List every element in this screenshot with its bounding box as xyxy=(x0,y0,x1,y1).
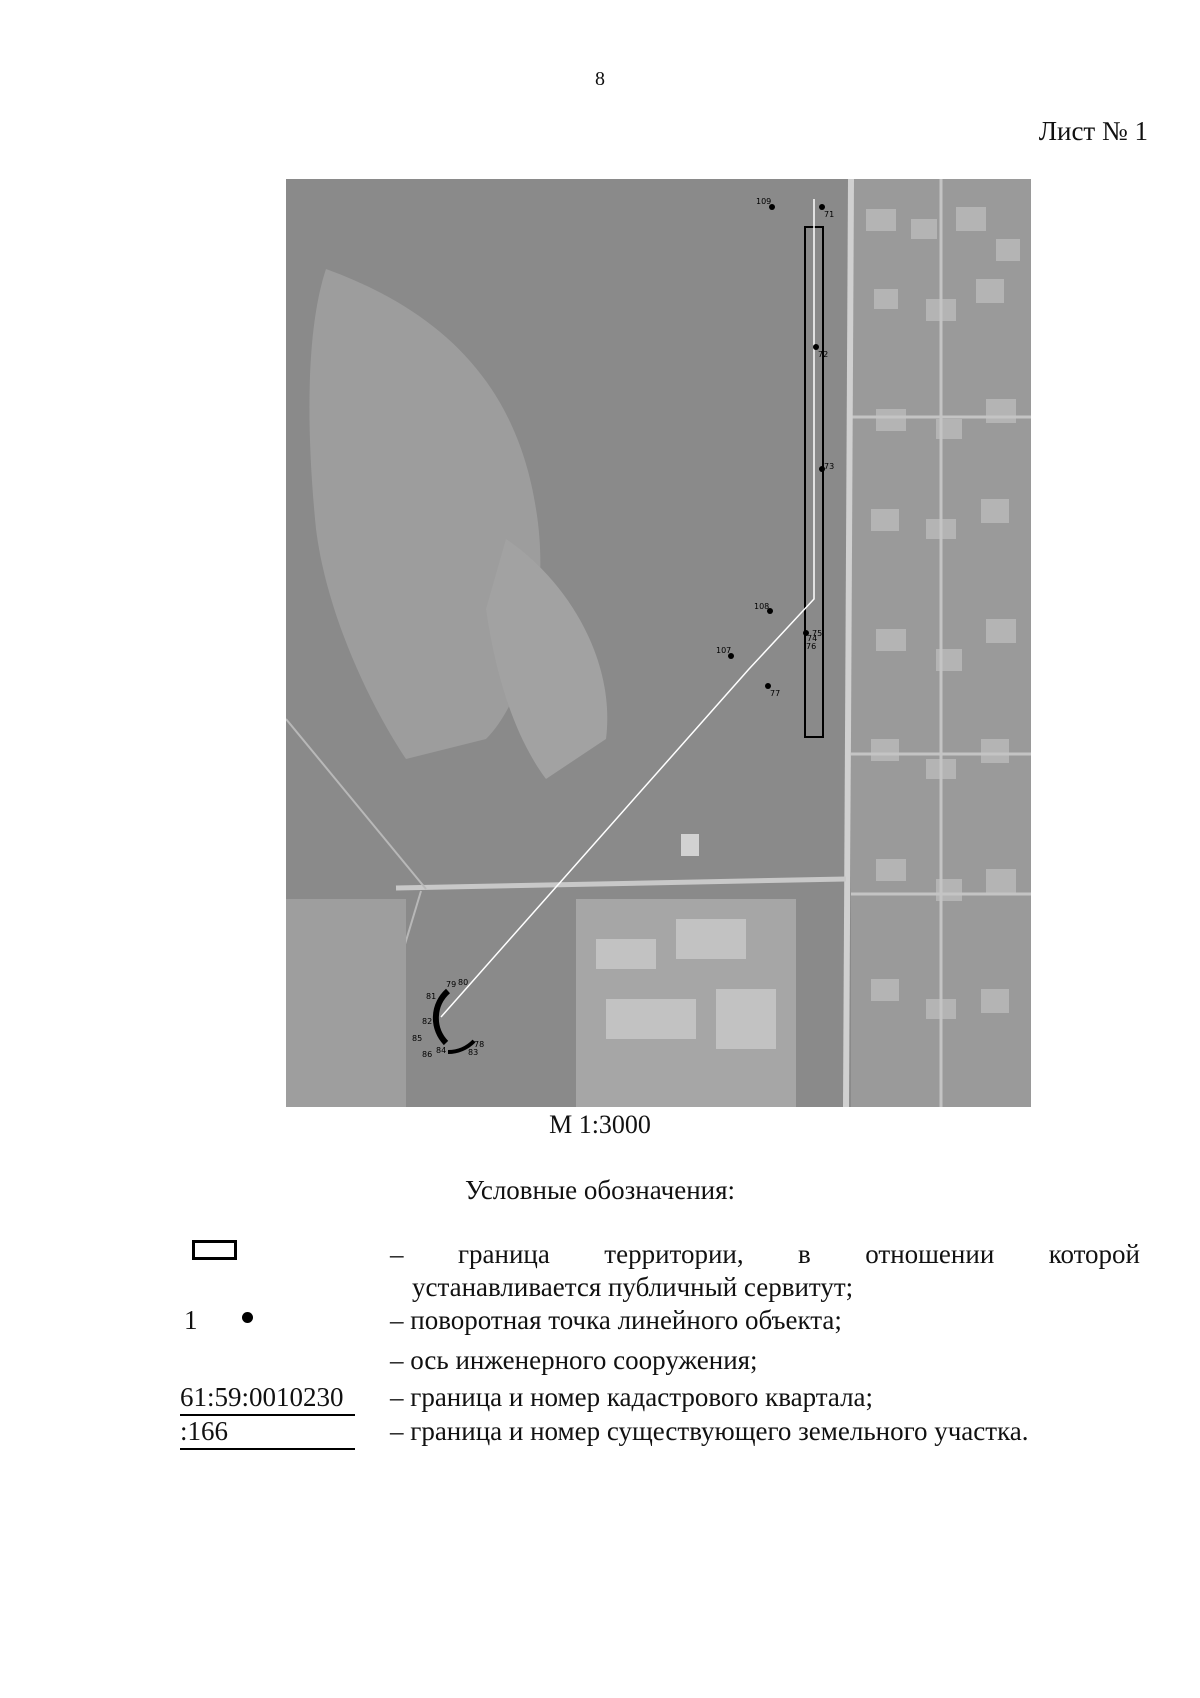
point-label: 72 xyxy=(818,350,829,359)
satellite-map xyxy=(286,179,1031,1107)
point-label: 73 xyxy=(824,462,835,471)
small-building xyxy=(681,834,699,856)
point-label: 80 xyxy=(458,978,469,987)
boundary-rectangle-icon xyxy=(192,1240,237,1260)
point-label: 82 xyxy=(422,1017,433,1026)
point-number: 1 xyxy=(184,1305,198,1335)
point-label: 84 xyxy=(436,1046,447,1055)
page-number: 8 xyxy=(595,68,605,90)
legend-title: Условные обозначения: xyxy=(464,1175,736,1205)
point-label: 76 xyxy=(806,642,817,651)
point-label: 107 xyxy=(716,646,732,655)
point-label: 81 xyxy=(426,992,437,1001)
legend-text: – граница и номер существующего земельного участка. xyxy=(390,1416,1029,1446)
legend-item-kadastral-block xyxy=(180,1381,1140,1415)
point-label: 78 xyxy=(474,1040,485,1049)
legend-text: – поворотная точка линейного объекта; xyxy=(390,1305,842,1335)
legend-item-axis xyxy=(180,1344,1140,1381)
point-label: 77 xyxy=(770,689,781,698)
kadastral-block-number: 61:59:0010230 xyxy=(180,1381,355,1416)
legend xyxy=(180,1238,1140,1449)
point-label: 86 xyxy=(422,1050,433,1059)
legend-text: – граница территории, в отношении которой xyxy=(390,1239,1140,1269)
legend-text: устанавливается публичный сервитут; xyxy=(412,1272,854,1302)
legend-item-turning-point xyxy=(180,1304,1140,1344)
point-label: 83 xyxy=(468,1048,479,1057)
point-label: 85 xyxy=(412,1034,423,1043)
turning-point-icon xyxy=(242,1312,253,1323)
point-label: 79 xyxy=(446,980,457,989)
map-scale: М 1:3000 xyxy=(549,1110,651,1139)
point-label: 109 xyxy=(756,197,772,206)
point-label: 71 xyxy=(824,210,835,219)
legend-text: – граница и номер кадастрового квартала; xyxy=(390,1382,874,1412)
point-label: 74 xyxy=(807,634,818,643)
point-label: 75 xyxy=(812,629,823,638)
point-label: 108 xyxy=(754,602,770,611)
sheet-label: Лист № 1 xyxy=(1038,116,1148,146)
legend-item-parcel xyxy=(180,1415,1140,1449)
parcel-number: :166 xyxy=(180,1415,355,1450)
built-area xyxy=(286,899,406,1107)
legend-item-boundary xyxy=(180,1238,1140,1304)
legend-text: – ось инженерного сооружения; xyxy=(390,1345,758,1375)
